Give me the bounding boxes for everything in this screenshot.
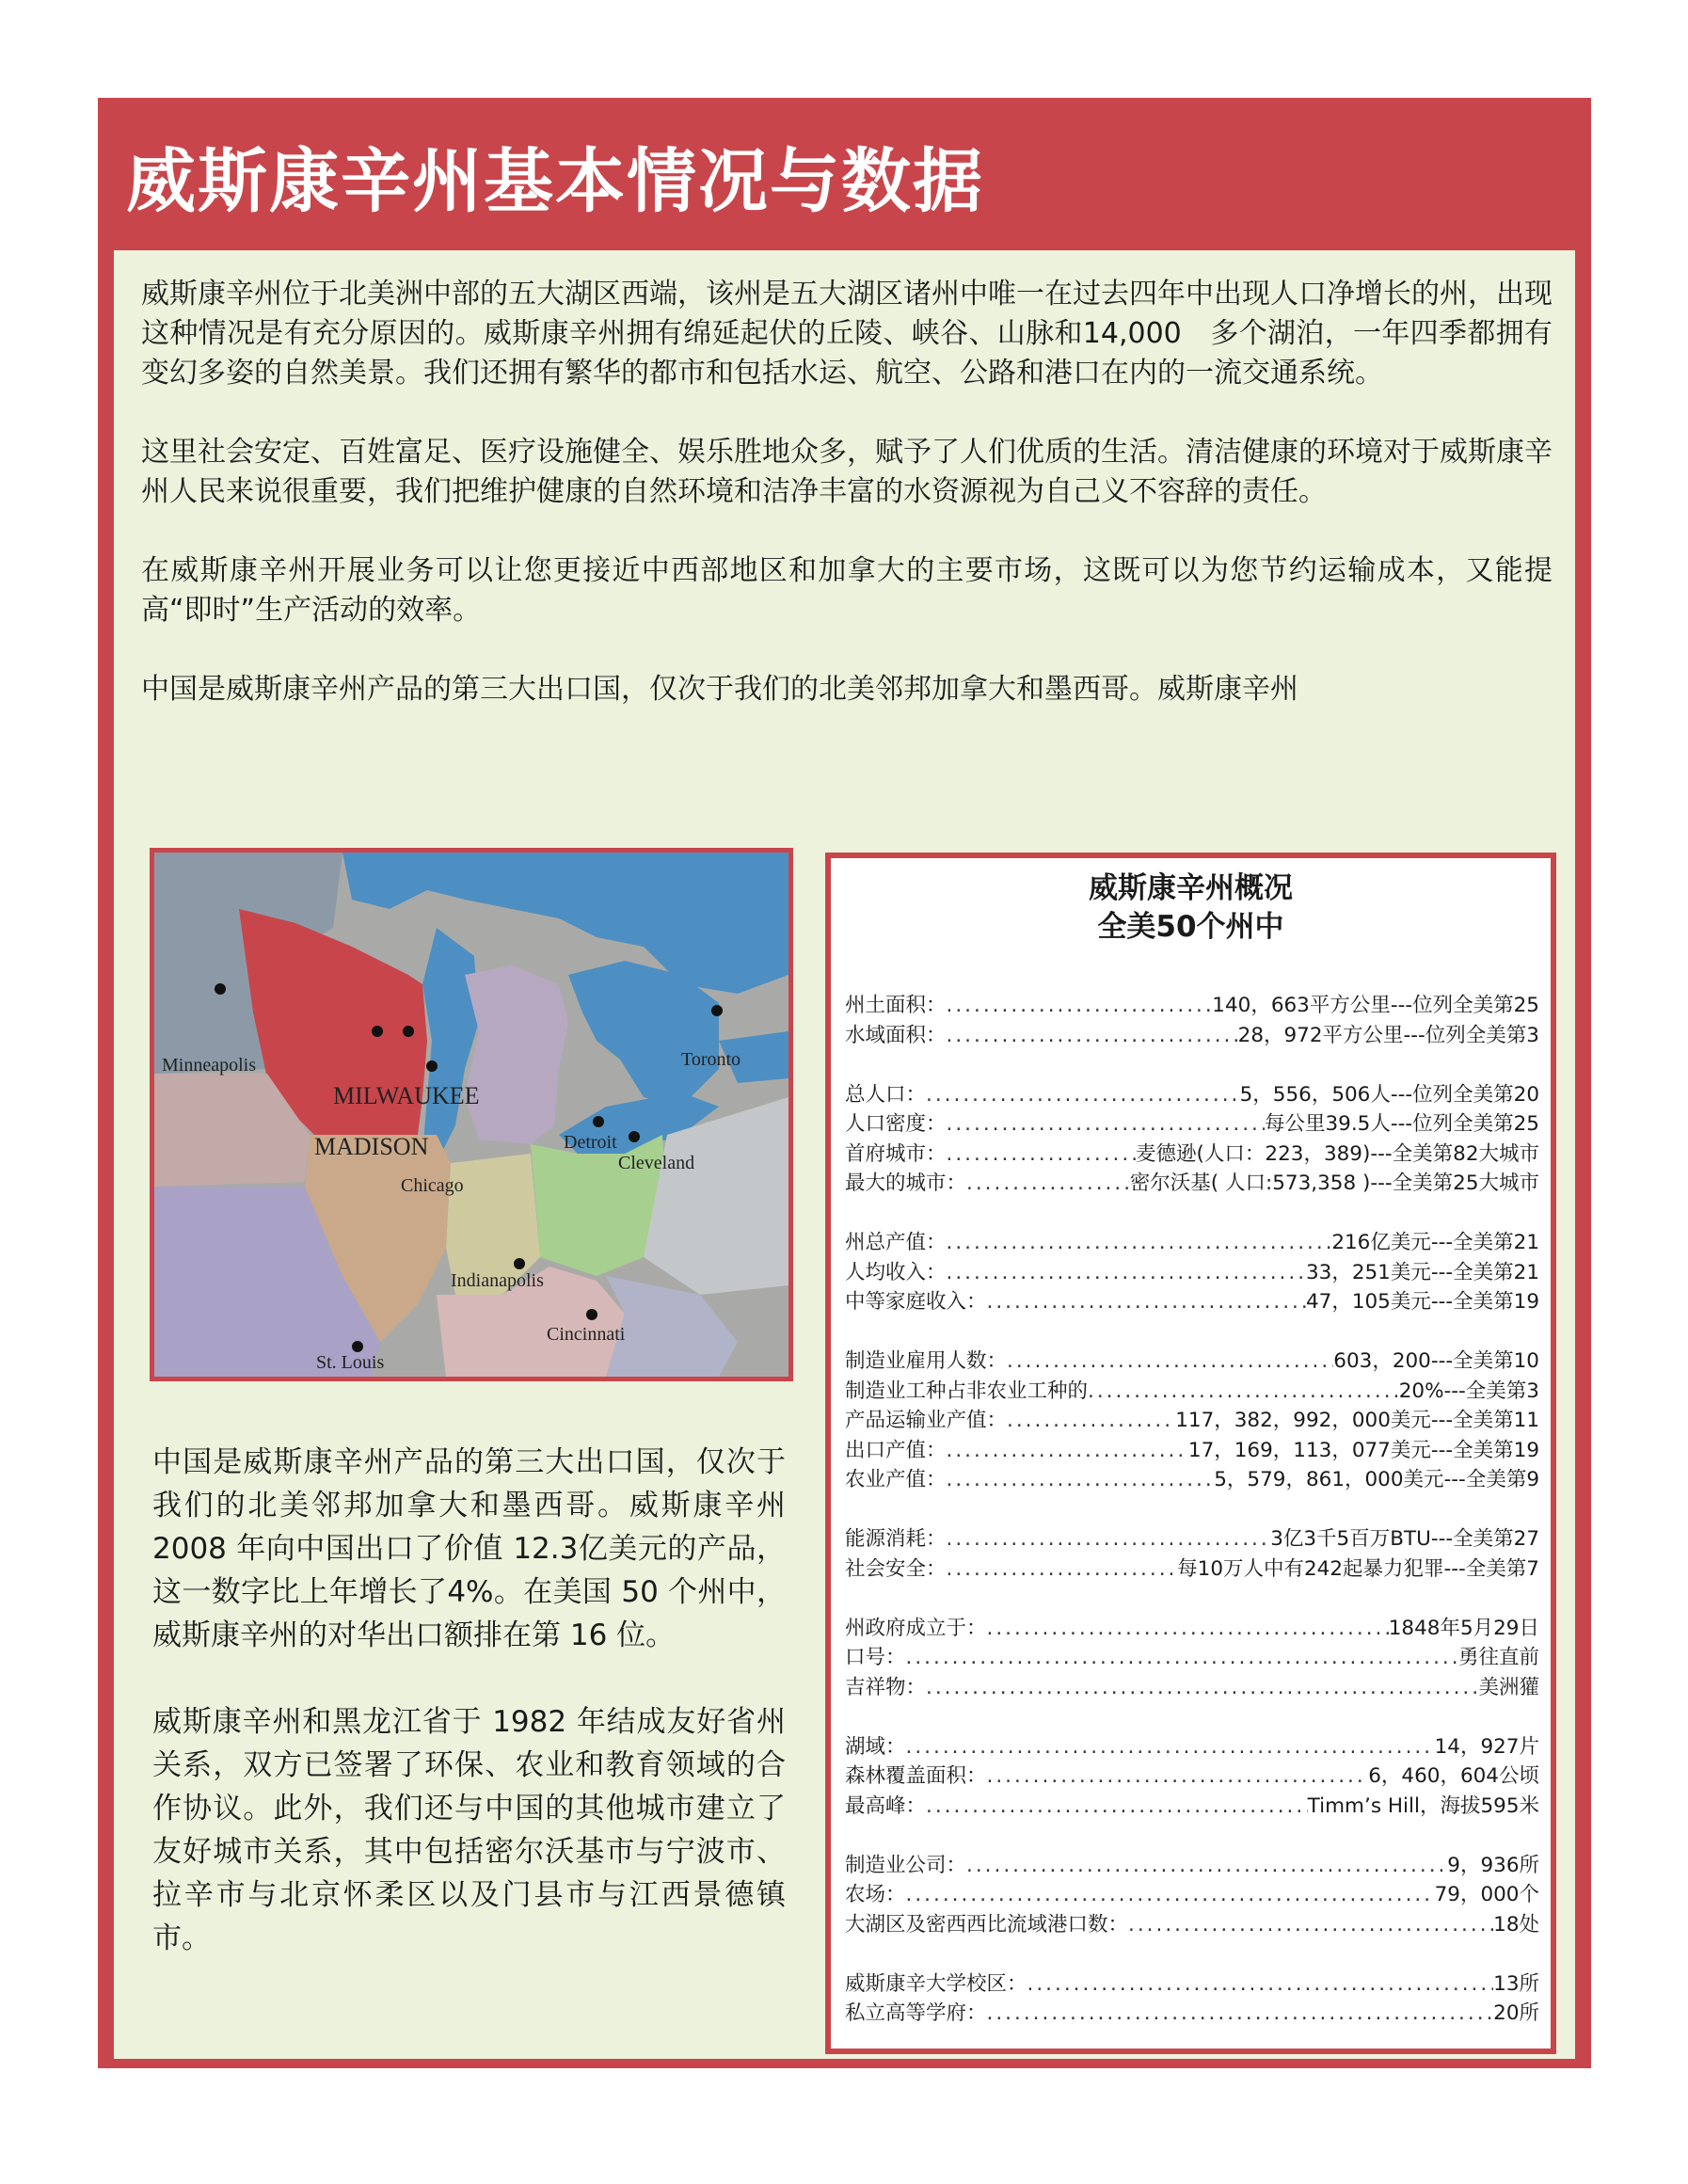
fact-value: 勇往直前 [1457,1646,1539,1669]
fact-value: 17，169，113，077美元---全美第19 [1187,1438,1539,1462]
st-louis-dot [352,1341,363,1352]
fact-label: 制造业公司： [845,1853,967,1877]
fact-row [845,1169,1539,1199]
fact-leader-dots [987,1614,1389,1644]
fact-leader-dots [906,1732,1435,1762]
fact-group-gap [845,1199,1539,1229]
fact-group-gap [845,1702,1539,1732]
fact-value: 每公里39.5人---位列全美第25 [1264,1112,1539,1136]
fact-leader-dots [947,1258,1306,1288]
fact-leader-dots [926,1080,1240,1110]
fact-leader-dots [966,1169,1130,1199]
fact-leader-dots [1128,1910,1493,1940]
fact-leader-dots [947,991,1213,1021]
fact-label: 总人口： [845,1082,927,1107]
fact-group-gap [845,1939,1539,1969]
fact-label: 森林覆盖面积： [845,1764,987,1788]
fact-row [845,1673,1539,1703]
fact-row [845,1880,1539,1910]
fact-value: 麦德逊(人口：223，389)---全美第82大城市 [1136,1141,1539,1166]
fact-row [845,1465,1539,1495]
fact-row [845,1228,1539,1258]
fact-leader-dots [947,1436,1188,1466]
fact-row [845,1792,1539,1822]
fact-row [845,1109,1539,1140]
fact-leader-dots [947,1140,1137,1170]
fact-label: 威斯康辛大学校区： [845,1971,1027,1996]
fact-value: 每10万人中有242起暴力犯罪---全美第7 [1177,1556,1539,1581]
fact-value: 14，927片 [1434,1734,1539,1759]
fact-value: 33，251美元---全美第21 [1305,1260,1539,1284]
fact-row [845,1554,1539,1585]
title-bar [98,98,1591,250]
fact-row [845,1406,1539,1436]
fact-leader-dots [947,1554,1178,1585]
fact-label: 最大的城市： [845,1172,967,1195]
fact-row [845,1140,1539,1170]
intro-paragraph: 这里社会安定、百姓富足、医疗设施健全、娱乐胜地众多，赋予了人们优质的生活。清洁健康的环境对于威斯康辛州人民来说很重要，我们把维护健康的自然环境和洁净丰富的水资源视为自己义不容辞的责任。 [141,436,1553,508]
fact-label: 能源消耗： [845,1527,947,1551]
fact-row [845,1732,1539,1762]
intro-paragraph: 威斯康辛州位于北美洲中部的五大湖区西端，该州是五大湖区诸州中唯一在过去四年中出现人口净增长的州，出现这种情况是有充分原因的。威斯康辛州拥有绵延起伏的丘陵、峡谷、山脉和14,000 多个湖泊，一年四季都拥有变幻多姿的自然美景。我们还拥有繁华的都市和包括水运、航空、公路和港口在内的一流交通系统。 [141,278,1553,390]
fact-leader-dots [926,1673,1478,1703]
china-paragraph: 威斯康辛州和黑龙江省于 1982 年结成友好省州关系，双方已签署了环保、农业和教育领域的合作协议。此外，我们还与中国的其他城市建立了友好城市关系，其中包括密尔沃基市与宁波市、拉辛市与北京怀柔区以及门县市与江西景德镇市。 [152,1705,786,1955]
fact-leader-dots [1088,1377,1399,1407]
fact-row [845,1436,1539,1466]
indianapolis-dot [514,1258,525,1269]
fact-row [845,991,1539,1021]
fact-leader-dots [947,1465,1215,1495]
intro-paragraph: 中国是威斯康辛州产品的第三大出口国，仅次于我们的北美邻邦加拿大和墨西哥。威斯康辛州 [141,673,1298,706]
fact-leader-dots [1007,1347,1333,1377]
fact-row [845,1851,1539,1881]
fact-row [845,1999,1539,2029]
fact-leader-dots [1007,1406,1175,1436]
cincinnati-dot [586,1309,597,1320]
fact-value: 3亿3千5百万BTU---全美第27 [1270,1527,1539,1551]
fact-group-gap [845,1050,1539,1080]
fact-group-gap [845,1584,1539,1614]
fact-label: 水域面积： [845,1023,947,1047]
china-text [152,1441,786,2003]
fact-value: 20%---全美第3 [1398,1379,1539,1403]
fact-label: 大湖区及密西西比流域港口数： [845,1912,1129,1937]
fact-label: 州政府成立于： [845,1616,987,1640]
toronto-dot [711,1005,723,1016]
fact-leader-dots [947,1524,1271,1554]
fact-row [845,1910,1539,1940]
fact-leader-dots [906,1643,1458,1673]
fact-value: 9，936所 [1447,1853,1539,1877]
fact-label: 口号： [845,1646,906,1669]
fact-label: 农业产值： [845,1468,947,1491]
fact-value: 密尔沃基( 人口:573,358 )---全美第25大城市 [1129,1172,1539,1195]
fact-row [845,1080,1539,1110]
fact-row [845,1287,1539,1317]
intro-paragraph: 在威斯康辛州开展业务可以让您更接近中西部地区和加拿大的主要市场，这既可以为您节约运输成本，又能提高“即时”生产活动的效率。 [141,554,1553,627]
michigan-region [465,965,568,1144]
fact-leader-dots [987,1999,1494,2029]
fact-value: 140，663平方公里---位列全美第25 [1212,994,1539,1017]
fact-value: 13所 [1493,1971,1539,1996]
map-label-toronto: Toronto [681,1049,741,1070]
fact-value: 6，460，604公顷 [1368,1764,1539,1788]
facts-title-line2: 全美50个州中 [1097,910,1284,944]
fact-label: 中等家庭收入： [845,1290,987,1314]
fact-leader-dots [987,1762,1369,1792]
fact-row [845,1347,1539,1377]
map-label-detroit: Detroit [564,1132,617,1153]
fact-leader-dots [947,1109,1265,1140]
fact-label: 首府城市： [845,1141,947,1166]
fact-value: 47，105美元---全美第19 [1305,1290,1539,1314]
fact-label: 制造业雇用人数： [845,1349,1008,1373]
chicago-dot [426,1060,438,1072]
detroit-dot [593,1116,604,1127]
fact-leader-dots [966,1851,1447,1881]
fact-leader-dots [987,1287,1306,1317]
fact-row [845,1969,1539,2000]
fact-row [845,1524,1539,1554]
fact-leader-dots [926,1792,1308,1822]
intro-text [141,275,1553,749]
fact-label: 私立高等学府： [845,2001,987,2025]
fact-group-gap [845,1821,1539,1851]
fact-value: 20所 [1493,2001,1539,2025]
fact-label: 人口密度： [845,1112,947,1136]
fact-row [845,1614,1539,1644]
fact-value: 79，000个 [1434,1883,1539,1906]
facts-title [831,869,1551,947]
fact-row [845,1021,1539,1051]
fact-value: 603，200---全美第10 [1333,1349,1539,1373]
fact-leader-dots [947,1228,1332,1258]
map-label-indianapolis: Indianapolis [451,1270,544,1291]
fact-value: 28，972平方公里---位列全美第3 [1237,1023,1539,1047]
map-graphic [154,853,788,1377]
map-label-madison: MADISON [314,1133,429,1160]
fact-leader-dots [947,1021,1238,1051]
fact-label: 湖域： [845,1734,906,1759]
fact-group-gap [845,1317,1539,1347]
facts-title-line1: 威斯康辛州概况 [1089,871,1293,905]
map-label-cleveland: Cleveland [618,1153,695,1173]
fact-group-gap [845,1495,1539,1525]
fact-label: 产品运输业产值： [845,1409,1008,1432]
fact-value: 1848年5月29日 [1388,1616,1539,1640]
page-title: 威斯康辛州基本情况与数据 [126,141,984,222]
fact-value: 18处 [1493,1912,1539,1937]
fact-row [845,1762,1539,1792]
map-label-minneapolis: Minneapolis [162,1055,256,1076]
map-label-milwaukee: MILWAUKEE [333,1082,480,1109]
fact-row [845,1377,1539,1407]
fact-label: 州土面积： [845,994,947,1017]
fact-label: 社会安全： [845,1556,947,1581]
fact-row [845,1643,1539,1673]
fact-leader-dots [906,1880,1435,1910]
fact-value: 216亿美元---全美第21 [1331,1231,1539,1254]
fact-label: 农场： [845,1883,906,1906]
map-label-st-louis: St. Louis [316,1352,385,1373]
milwaukee-dot [372,1026,383,1037]
fact-label: 出口产值： [845,1438,947,1462]
fact-leader-dots [1027,1969,1494,2000]
fact-value: 5，556，506人---位列全美第20 [1239,1082,1539,1107]
fact-value: 5，579，861，000美元---全美第9 [1214,1468,1539,1491]
fact-label: 人均收入： [845,1260,947,1284]
china-paragraph: 中国是威斯康辛州产品的第三大出口国，仅次于我们的北美邻邦加拿大和墨西哥。威斯康辛州 2008 年向中国出口了价值 12.3亿美元的产品，这一数字比上年增长了4%。在美国 50 个州中，威斯康辛州的对华出口额排在第 16 位。 [152,1445,786,1652]
fact-value: Timm’s Hill，海拔595米 [1307,1793,1539,1818]
fact-label: 吉祥物： [845,1675,927,1699]
madison-dot [403,1026,414,1037]
fact-row [845,1258,1539,1288]
great-lakes-map [150,848,793,1381]
fact-label: 制造业工种占非农业工种的 [845,1379,1089,1403]
map-label-cincinnati: Cincinnati [547,1324,626,1345]
fact-label: 州总产值： [845,1231,947,1254]
cleveland-dot [629,1131,640,1142]
minneapolis-dot [215,983,226,995]
fact-label: 最高峰： [845,1793,927,1818]
fact-value: 美洲獾 [1478,1675,1539,1699]
fact-value: 117，382，992，000美元---全美第11 [1175,1409,1539,1432]
facts-list [845,991,1539,2029]
map-label-chicago: Chicago [401,1175,464,1196]
